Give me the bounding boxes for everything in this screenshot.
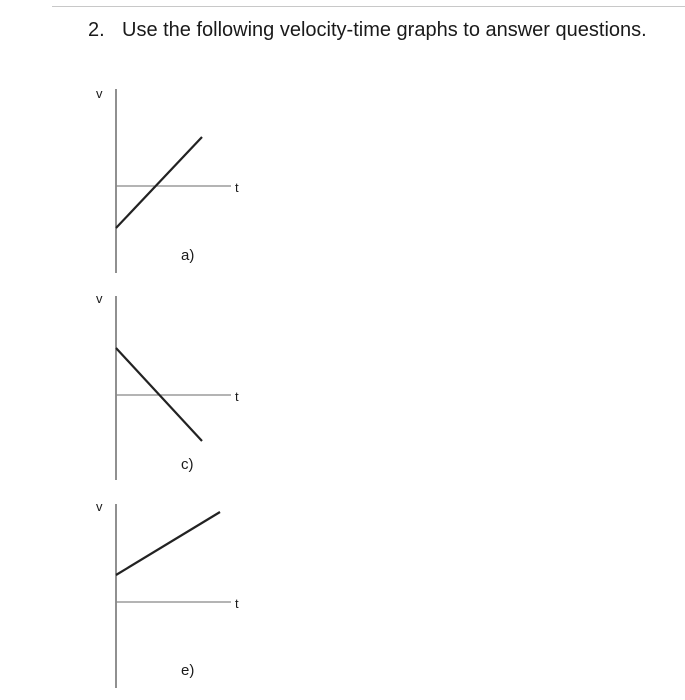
graph-e-label: e) <box>181 662 195 679</box>
graph-a <box>90 85 250 285</box>
graph-a-plot <box>90 85 250 285</box>
graph-e-t-axis-label: t <box>235 596 239 611</box>
graph-a-y-axis-label: v <box>96 86 103 101</box>
graph-e <box>90 500 250 700</box>
graph-c-t-axis-label: t <box>235 389 239 404</box>
graph-c-plot <box>90 292 250 492</box>
question-heading <box>88 18 647 42</box>
graph-e-plot <box>90 500 250 700</box>
top-divider <box>52 6 685 7</box>
graph-c-label: c) <box>181 456 194 473</box>
graph-c <box>90 292 250 492</box>
question-text: Use the following velocity-time graphs to answer questions. <box>122 19 647 41</box>
graph-e-y-axis-label: v <box>96 499 103 514</box>
graph-a-label: a) <box>181 247 195 264</box>
graph-a-t-axis-label: t <box>235 180 239 195</box>
question-number: 2. <box>88 19 105 41</box>
graph-c-y-axis-label: v <box>96 291 103 306</box>
graph-e-velocity-line <box>116 512 220 575</box>
graph-a-velocity-line <box>116 137 202 228</box>
